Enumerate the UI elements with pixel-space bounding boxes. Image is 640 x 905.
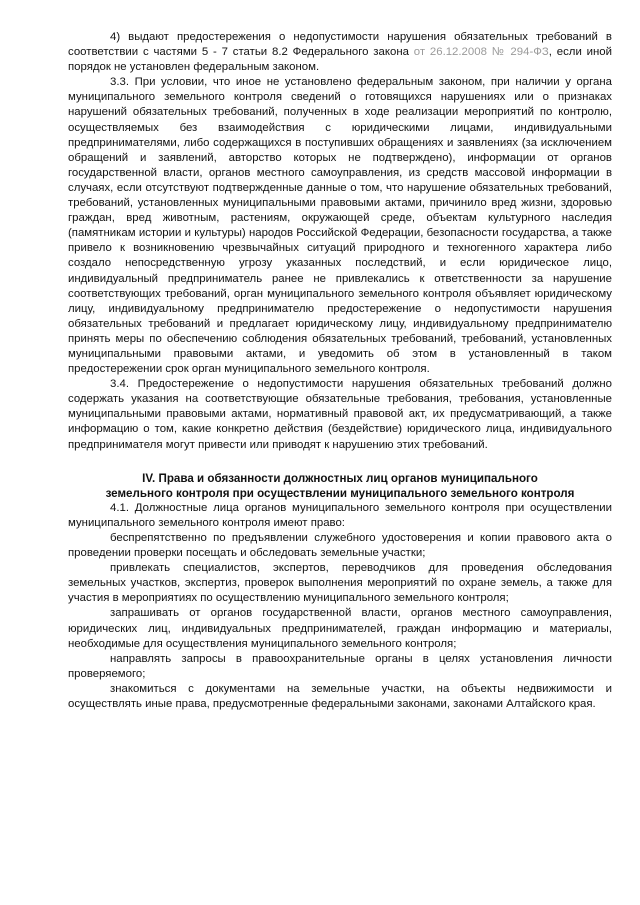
paragraph-3-3: 3.3. При условии, что иное не установлено федеральным законом, при наличии у органа муниципального земельного контроля сведений о готовящихся нарушениях или о признаках нарушений обязательных требований, полученных в ходе реализации мероприятий по контролю, осуществляемых без взаимодействия с юридическими лицами, индивидуальными предпринимателями, либо содержащихся в поступивших обращениях и заявлениях (за исключением обращений и заявлений, авторство которых не подтверждено), информации от органов государственной власти, органов местного самоуправления, из средств массовой информации в случаях, если отсутствуют подтвержденные данные о том, что нарушение обязательных требований, требований, установленных муниципальными правовыми актами, причинило вред жизни, здоровью граждан, вред животным, растениям, окружающей среде, объектам культурного наследия (памятникам истории и культуры) народов Российской Федерации, безопасности государства, а также привело к возникновению чрезвычайных ситуаций природного и техногенного характера либо создало непосредственную угрозу указанных последствий, и если юридическое лицо, индивидуальный предприниматель ранее не привлекались к ответственности за нарушение соответствующих требований, орган муниципального земельного контроля объявляет юридическому лицу, индивидуальному предпринимателю предостережение о недопустимости нарушения обязательных требований и предлагает юридическому лицу, индивидуальному предпринимателю принять меры по обеспечению соблюдения обязательных требований, требований, установленных муниципальными правовыми актами, и уведомить об этом в установленный в таком предостережении срок орган муниципального земельного контроля.: [68, 76, 612, 376]
right-item-inspect: беспрепятственно по предъявлении служебного удостоверения и копии правового акта о проведении проверки посещать и обследовать земельные участки;: [68, 532, 612, 560]
right-item-request-info: запрашивать от органов государственной власти, органов местного самоуправления, юридических лиц, индивидуальных предпринимателей, граждан информацию и материалы, необходимые для осуществления муниципального земельного контроля;: [68, 607, 612, 650]
right-item-involve: привлекать специалистов, экспертов, переводчиков для проведения обследования земельных участков, экспертиз, проверок выполнения мероприятий по охране земель, а также для участия в мероприятиях по осуществлению муниципального земельного контроля;: [68, 562, 612, 605]
paragraph-3-4: 3.4. Предостережение о недопустимости нарушения обязательных требований должно содержать указания на соответствующие обязательные требования, требования, установленные муниципальными правовыми актами, нормативный правовой акт, их предусматривающий, а также информацию о том, какие конкретно действия (бездействие) юридического лица, индивидуального предпринимателя могут привести или приводят к нарушению этих требований.: [68, 378, 612, 451]
right-item-documents: знакомиться с документами на земельные участки, на объекты недвижимости и осуществлять иные права, предусмотренные федеральными законами, законами Алтайского края.: [68, 682, 612, 711]
section-heading-line-1: IV. Права и обязанности должностных лиц органов муниципального: [142, 471, 538, 485]
paragraph-4-1: 4.1. Должностные лица органов муниципального земельного контроля при осуществлении муниципального земельного контроля имеют право:: [68, 501, 612, 529]
section-heading-line-2: земельного контроля при осуществлении муниципального земельного контроля: [105, 486, 575, 500]
section-gap: [68, 453, 612, 471]
section-heading: [68, 471, 612, 501]
document-page: [68, 30, 612, 712]
paragraph-item-4: 4) выдают предостережения о недопустимости нарушения обязательных требований в соответствии с частями 5 - 7 статьи 8.2 Федерального закона от 26.12.2008 № 294-ФЗ, если иной порядок не установлен федеральным законом.: [68, 31, 612, 74]
right-item-police-request: направлять запросы в правоохранительные органы в целях установления личности проверяемого;: [68, 652, 612, 680]
law-reference-link[interactable]: от 26.12.2008 № 294-ФЗ: [413, 46, 549, 59]
